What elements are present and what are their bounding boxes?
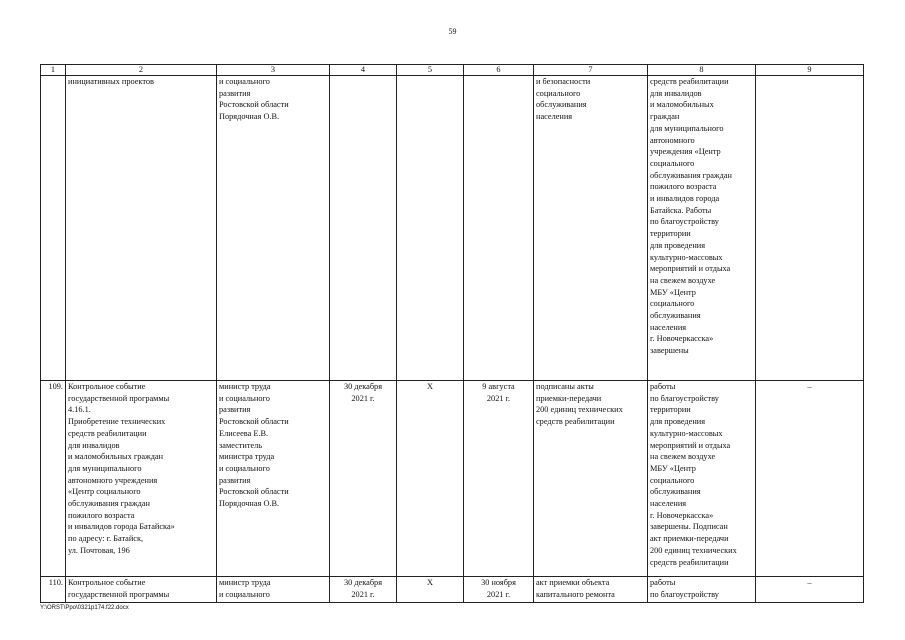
event-cell: Контрольное событие государственной программы 4.16.1. Приобретение технических средств реабилитации для инвалидов и маломобильных граждан для муниципального автономного учреждения «Центр социального обслуживания граждан пожилого возраста и инвалидов города Батайска» по адресу: г. Батайск, ул. Почтовая, 196 (66, 381, 217, 577)
plan-date-cell (330, 76, 397, 381)
measures-cell: работы по благоустройству территории для проведения культурно-массовых мероприятий и отдыха на свежем воздухе МБУ «Центр социального обслуживания населения г. Новочеркасска» завершены. Подписан акт приемки-передачи 200 единиц технических средств реабилитации (648, 381, 756, 577)
responsible-cell: и социального развития Ростовской области Порядочная О.В. (217, 76, 330, 381)
header-cell: 6 (464, 65, 534, 76)
result-cell: акт приемки объекта капитального ремонта (534, 577, 648, 603)
table-row (41, 577, 864, 603)
header-cell: 7 (534, 65, 648, 76)
col5-cell: X (397, 381, 464, 577)
measures-cell: работы по благоустройству (648, 577, 756, 603)
notes-cell (756, 76, 864, 381)
header-cell: 8 (648, 65, 756, 76)
file-path-footer: Y:\ORST\Ppo\0321p174.f22.docx (40, 605, 129, 611)
report-table (40, 64, 864, 603)
event-cell: инициативных проектов (66, 76, 217, 381)
result-cell: подписаны акты приемки-передачи 200 единиц технических средств реабилитации (534, 381, 648, 577)
header-cell: 9 (756, 65, 864, 76)
measures-cell: средств реабилитации для инвалидов и маломобильных граждан для муниципального автономного учреждения «Центр социального обслуживания граждан пожилого возраста и инвалидов города Батайска. Работы по благоустройству территории для проведения культурно-массовых мероприятий и отдыха на свежем воздухе МБУ «Центр социального обслуживания населения г. Новочеркасска» завершены (648, 76, 756, 381)
col5-cell (397, 76, 464, 381)
plan-date-cell: 30 декабря 2021 г. (330, 577, 397, 603)
col5-cell: X (397, 577, 464, 603)
fact-date-cell: 9 августа 2021 г. (464, 381, 534, 577)
responsible-cell: министр труда и социального (217, 577, 330, 603)
table-row (41, 381, 864, 577)
page-number: 59 (448, 27, 457, 36)
notes-cell: – (756, 381, 864, 577)
row-number: 110. (41, 577, 66, 603)
result-cell: и безопасности социального обслуживания населения (534, 76, 648, 381)
header-cell: 4 (330, 65, 397, 76)
event-cell: Контрольное событие государственной программы (66, 577, 217, 603)
header-cell: 2 (66, 65, 217, 76)
row-number (41, 76, 66, 381)
responsible-cell: министр труда и социального развития Ростовской области Елисеева Е.В. заместитель министра труда и социального развития Ростовской области Порядочная О.В. (217, 381, 330, 577)
row-number: 109. (41, 381, 66, 577)
fact-date-cell (464, 76, 534, 381)
header-cell: 1 (41, 65, 66, 76)
table-row (41, 76, 864, 381)
plan-date-cell: 30 декабря 2021 г. (330, 381, 397, 577)
header-cell: 3 (217, 65, 330, 76)
header-cell: 5 (397, 65, 464, 76)
header-row (41, 65, 864, 76)
notes-cell: – (756, 577, 864, 603)
fact-date-cell: 30 ноября 2021 г. (464, 577, 534, 603)
